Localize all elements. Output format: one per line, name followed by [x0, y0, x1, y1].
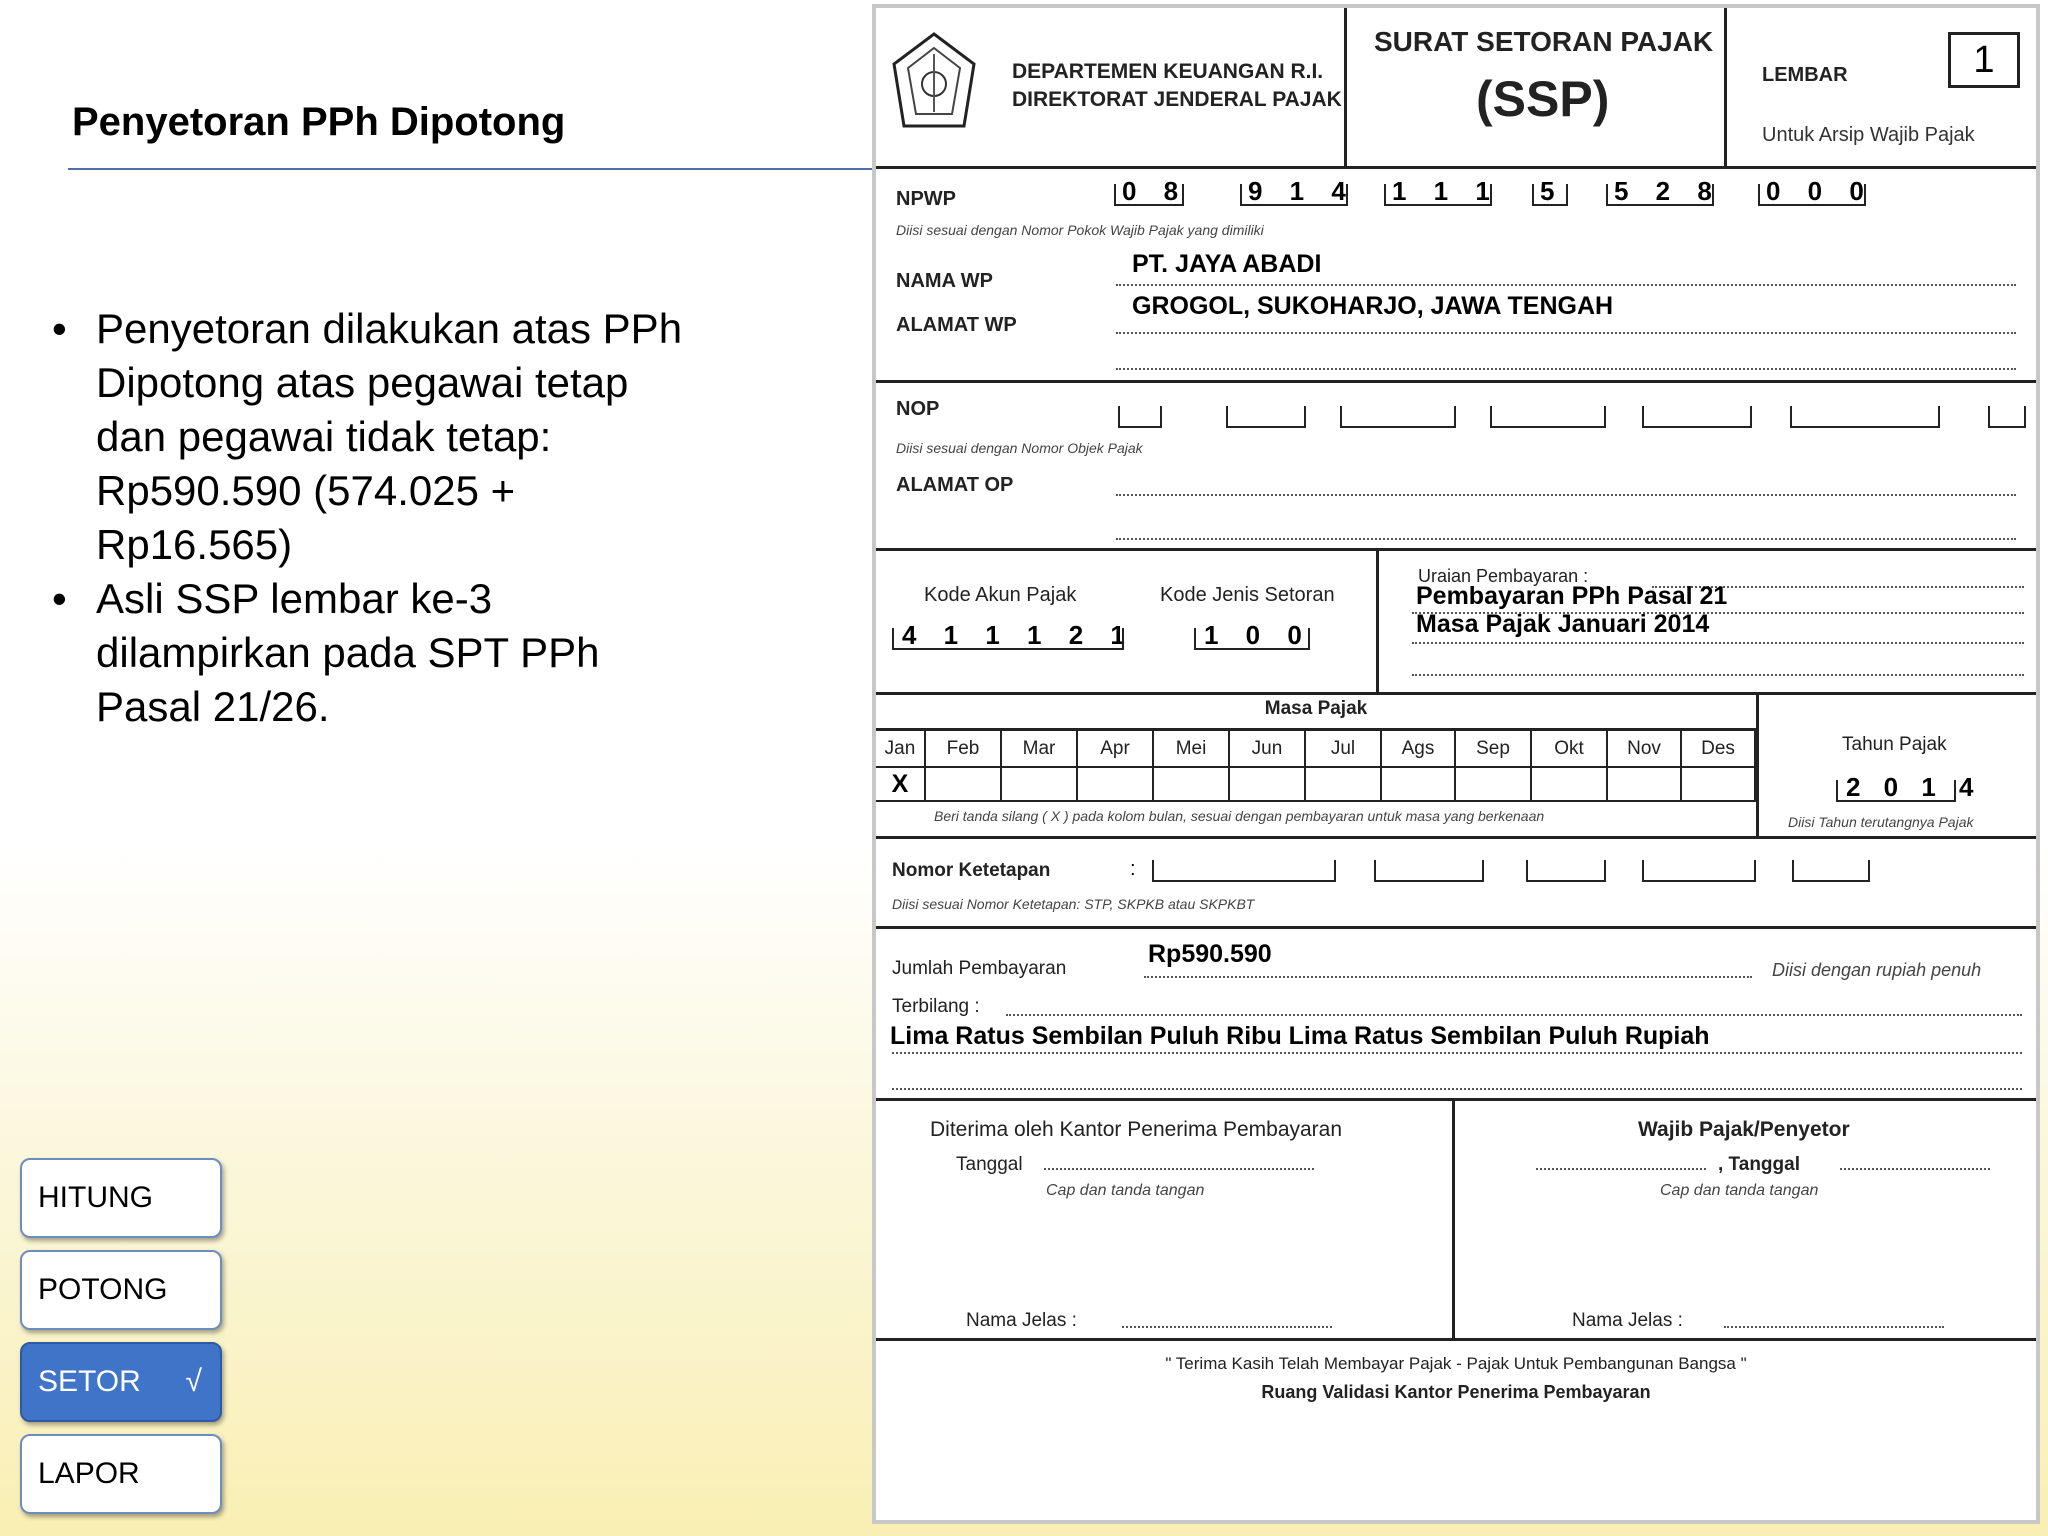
diterima-label: Diterima oleh Kantor Penerima Pembayaran: [930, 1118, 1343, 1141]
digit-box: [1836, 780, 1956, 802]
month-mark-cell: [1682, 768, 1756, 800]
digit-box: [1606, 184, 1714, 206]
terbilang-value: Lima Ratus Sembilan Puluh Ribu Lima Ratus Sembilan Puluh Rupiah: [890, 1022, 1710, 1050]
section-divider: [876, 548, 2036, 551]
wp-cap-label: Cap dan tanda tangan: [1660, 1182, 1819, 1199]
dotted-line: [1536, 1168, 1706, 1170]
bullet-item: • Penyetoran dilakukan atas PPh Dipotong atas pegawai tetap dan pegawai tidak tetap: Rp590.590 (574.025 + Rp16.565): [52, 302, 692, 572]
kode-akun-value: 4 1 1 1 2 1: [902, 620, 1135, 650]
uraian-line2: Masa Pajak Januari 2014: [1416, 610, 1710, 638]
setor-label: SETOR: [38, 1365, 141, 1398]
section-divider: [876, 1338, 2036, 1341]
digit-box: [1532, 184, 1568, 206]
lembar-number: 1: [1948, 32, 2020, 88]
month-mark-cell: [1306, 768, 1382, 800]
dotted-line: [1006, 1014, 2022, 1016]
garuda-emblem-icon: [886, 30, 982, 140]
kode-jenis-value: 1 0 0: [1204, 620, 1312, 650]
month-apr: Apr: [1078, 731, 1154, 766]
digit-box: [1988, 406, 2026, 428]
header-divider: [1724, 8, 1727, 166]
digit-box: [1118, 406, 1162, 428]
month-jun: Jun: [1230, 731, 1306, 766]
npwp-group: 0 8: [1122, 176, 1189, 206]
month-mark-cell: [926, 768, 1002, 800]
month-feb: Feb: [926, 731, 1002, 766]
month-mark-cell: [1078, 768, 1154, 800]
month-mark-cell: [1002, 768, 1078, 800]
ketetapan-label: Nomor Ketetapan: [892, 860, 1051, 881]
lapor-button[interactable]: [20, 1434, 222, 1514]
month-mar: Mar: [1002, 731, 1078, 766]
header-divider: [1344, 8, 1347, 166]
section-divider: [1376, 548, 1379, 692]
digit-box: [1642, 406, 1752, 428]
setor-button[interactable]: [20, 1342, 222, 1422]
month-nov: Nov: [1608, 731, 1682, 766]
dotted-line: [1116, 368, 2016, 370]
digit-box: [1152, 860, 1336, 882]
section-divider: [1756, 692, 1759, 836]
dotted-line: [1116, 538, 2016, 540]
npwp-group: 9 1 4: [1248, 176, 1356, 206]
alamat-label: ALAMAT WP: [896, 314, 1017, 336]
month-jan: Jan: [876, 731, 926, 766]
npwp-label: NPWP: [896, 188, 956, 210]
month-mark-cell: [1230, 768, 1306, 800]
footer-validasi: Ruang Validasi Kantor Penerima Pembayaran: [1261, 1382, 1651, 1402]
dotted-line: [1116, 332, 2016, 334]
jumlah-hint: Diisi dengan rupiah penuh: [1772, 960, 1982, 980]
alamat-value: GROGOL, SUKOHARJO, JAWA TENGAH: [1132, 292, 1614, 320]
digit-box: [1758, 184, 1866, 206]
month-mark-row: [876, 768, 1756, 802]
terbilang-label: Terbilang :: [892, 996, 980, 1017]
cap-label: Cap dan tanda tangan: [1046, 1182, 1205, 1199]
month-mark-cell: [1532, 768, 1608, 800]
lapor-label: LAPOR: [38, 1457, 140, 1490]
section-divider: [876, 1098, 2036, 1101]
nama-jelas-label: Nama Jelas :: [966, 1310, 1077, 1331]
hitung-button[interactable]: [20, 1158, 222, 1238]
wp-label: Wajib Pajak/Penyetor: [1638, 1118, 1850, 1141]
digit-box: [1340, 406, 1456, 428]
digit-box: [1240, 184, 1348, 206]
digit-box: [1642, 860, 1756, 882]
ketetapan-hint: Diisi sesuai Nomor Ketetapan: STP, SKPKB atau SKPKBT: [892, 896, 1255, 912]
uraian-line1: Pembayaran PPh Pasal 21: [1416, 582, 1728, 610]
nama-label: NAMA WP: [896, 270, 994, 292]
digit-box: [1194, 628, 1310, 650]
dotted-line: [1144, 976, 1752, 978]
hitung-label: HITUNG: [38, 1181, 153, 1214]
month-mei: Mei: [1154, 731, 1230, 766]
potong-label: POTONG: [38, 1273, 168, 1306]
digit-box: [1792, 860, 1870, 882]
nop-hint: Diisi sesuai dengan Nomor Objek Pajak: [896, 440, 1143, 456]
digit-box: [1374, 860, 1484, 882]
tahun-hint: Diisi Tahun terutangnya Pajak: [1788, 814, 1974, 830]
month-mark-cell: [1382, 768, 1456, 800]
month-hint: Beri tanda silang ( X ) pada kolom bulan, sesuai dengan pembayaran untuk masa yang berkenaan: [934, 808, 1545, 824]
potong-button[interactable]: [20, 1250, 222, 1330]
npwp-group: 5 2 8: [1614, 176, 1722, 206]
digit-box: [1490, 406, 1606, 428]
dotted-line: [1044, 1168, 1314, 1170]
dotted-line: [1840, 1168, 1990, 1170]
npwp-hint: Diisi sesuai dengan Nomor Pokok Wajib Pajak yang dimiliki: [896, 222, 1264, 238]
slide-title: Penyetoran PPh Dipotong: [72, 100, 566, 144]
digit-box: [1790, 406, 1940, 428]
dotted-line: [892, 1088, 2022, 1090]
wp-tanggal-label: , Tanggal: [1718, 1154, 1800, 1175]
tahun-value: 2 0 1 4: [1846, 772, 1982, 802]
month-okt: Okt: [1532, 731, 1608, 766]
lembar-label: LEMBAR: [1762, 64, 1848, 86]
jumlah-label: Jumlah Pembayaran: [892, 958, 1067, 979]
dotted-line: [1116, 284, 2016, 286]
form-title-line2: (SSP): [1476, 71, 1610, 127]
check-icon: √: [185, 1365, 202, 1398]
month-jul: Jul: [1306, 731, 1382, 766]
kode-jenis-label: Kode Jenis Setoran: [1160, 584, 1335, 606]
dotted-line: [892, 1052, 2022, 1054]
nop-label: NOP: [896, 398, 940, 420]
colon: :: [1130, 858, 1136, 880]
npwp-group: 5: [1540, 176, 1565, 206]
digit-box: [892, 628, 1124, 650]
lembar-note: Untuk Arsip Wajib Pajak: [1762, 124, 1975, 146]
alamat-op-label: ALAMAT OP: [896, 474, 1014, 496]
section-divider: [876, 836, 2036, 839]
month-des: Des: [1682, 731, 1756, 766]
section-divider: [876, 380, 2036, 383]
section-divider: [876, 926, 2036, 929]
month-mark-jan: X: [876, 768, 926, 800]
digit-box: [1384, 184, 1492, 206]
month-header-row: [876, 728, 1756, 768]
month-sep: Sep: [1456, 731, 1532, 766]
dotted-line: [1116, 494, 2016, 496]
dotted-line: [1412, 642, 2024, 644]
nama-value: PT. JAYA ABADI: [1132, 250, 1322, 278]
npwp-group: 0 0 0: [1766, 176, 1874, 206]
digit-box: [1226, 406, 1306, 428]
digit-box: [1114, 184, 1184, 206]
month-mark-cell: [1154, 768, 1230, 800]
masa-pajak-label: Masa Pajak: [1264, 698, 1368, 719]
dotted-line: [1724, 1326, 1944, 1328]
kode-akun-label: Kode Akun Pajak: [924, 584, 1077, 606]
digit-box: [1526, 860, 1606, 882]
section-divider: [1452, 1098, 1455, 1338]
bullet-item: • Asli SSP lembar ke-3 dilampirkan pada SPT PPh Pasal 21/26.: [52, 572, 692, 734]
month-ags: Ags: [1382, 731, 1456, 766]
month-mark-cell: [1608, 768, 1682, 800]
ssp-form: [872, 4, 2040, 1524]
dotted-line: [1122, 1326, 1332, 1328]
footer-thanks: " Terima Kasih Telah Membayar Pajak - Pajak Untuk Pembangunan Bangsa ": [1165, 1354, 1747, 1373]
tanggal-label: Tanggal: [956, 1154, 1023, 1175]
jumlah-value: Rp590.590: [1148, 940, 1272, 968]
dotted-line: [1412, 674, 2024, 676]
npwp-group: 1 1 1: [1392, 176, 1500, 206]
section-divider: [876, 166, 2036, 169]
month-mark-cell: [1456, 768, 1532, 800]
dept-line2: DIREKTORAT JENDERAL PAJAK: [1012, 88, 1342, 111]
dept-line1: DEPARTEMEN KEUANGAN R.I.: [1012, 60, 1324, 83]
bullet-list: [52, 302, 692, 734]
section-divider: [876, 692, 2036, 695]
wp-nama-jelas-label: Nama Jelas :: [1572, 1310, 1683, 1331]
uraian-label: Uraian Pembayaran :: [1418, 566, 1589, 586]
tahun-label: Tahun Pajak: [1842, 734, 1947, 755]
form-title-line1: SURAT SETORAN PAJAK: [1374, 26, 1714, 57]
